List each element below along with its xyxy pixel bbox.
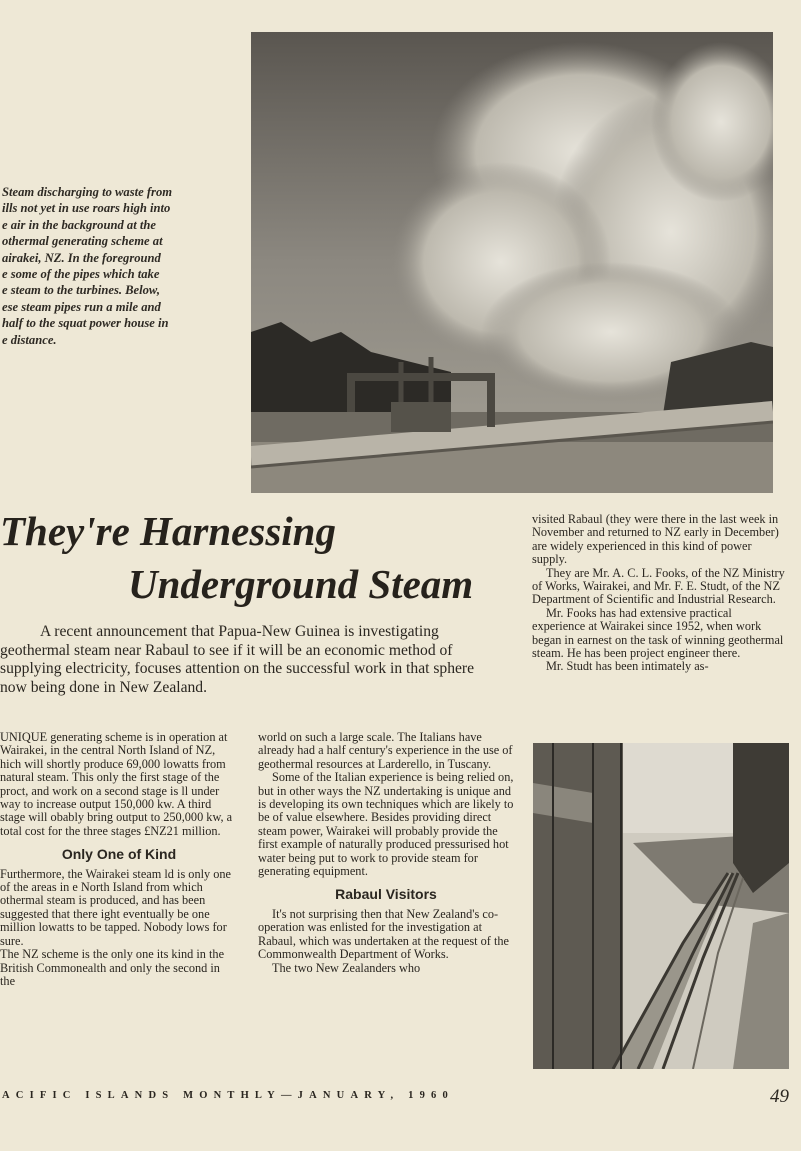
- standfirst-text: A recent announcement that Papua-New Guinea is investigating geothermal steam near Rabaul to see if it will be an economic method of supplying electricity, focuses attention on the successful work in that sphere now being done in New Zealand.: [0, 623, 475, 696]
- steam-pipelines-photo: [533, 743, 789, 1069]
- article-column-3: [532, 513, 788, 674]
- paragraph: Furthermore, the Wairakei steam ld is only one of the areas in e North Island from which othermal steam is produced, and has been suggested that there ight eventually be one million lowatts to be tapped. Nobody lows for sure.: [0, 866, 231, 948]
- paragraph: world on such a large scale. The Italians have already had a half century's experience in the use of geothermal resources at Larderello, in Tuscany.: [258, 730, 513, 771]
- article-column-1: [0, 731, 238, 988]
- page-number: 49: [770, 1086, 789, 1107]
- geothermal-steam-photo: [251, 32, 773, 493]
- paragraph: The two New Zealanders who: [272, 960, 421, 975]
- standfirst: [0, 623, 492, 697]
- paragraph: The NZ scheme is the only one its kind in the British Commonealth and only the second in the: [0, 947, 225, 988]
- article-column-2: [258, 731, 514, 975]
- subheading: Only One of Kind: [61, 846, 177, 863]
- subheading: Rabaul Visitors: [335, 886, 437, 903]
- headline-line-1: They're Harnessing: [0, 508, 336, 554]
- paragraph: It's not surprising then that New Zealand's co-operation was enlisted for the investigation at Rabaul, which was undertaken at the request of the Commonwealth Department of Works.: [258, 906, 509, 962]
- paragraph: visited Rabaul (they were there in the last week in November and returned to NZ early in December) are widely experienced in this kind of power supply.: [532, 512, 779, 567]
- paragraph: Mr. Studt has been intimately as-: [546, 659, 709, 674]
- photo-caption: Steam discharging to waste from ills not yet in use roars high into e air in the background at the othermal generating scheme at airakei, NZ. In the foreground e some of the pipes which take e steam to the turbines. Below, ese steam pipes run a mile and half to the squat power house in e distance.: [2, 185, 173, 347]
- paragraph: Mr. Fooks has had extensive practical experience at Wairakei since 1952, when work began in earnest on the task of winning geothermal steam. He has been project engineer there.: [532, 605, 784, 661]
- paragraph: Some of the Italian experience is being relied on, but in other ways the NZ undertaking is unique and is developing its own techniques which are likely to be of value elsewhere. Besides providing direct steam power, Wairakei will probably provide the first example of naturally produced pressurised hot water being put to work to provide steam for generating equipment.: [258, 770, 514, 879]
- page-footer: ACIFIC ISLANDS MONTHLY—JANUARY, 1960: [2, 1090, 454, 1101]
- paragraph: UNIQUE generating scheme is in operation at Wairakei, in the central North Island of NZ, hich will shortly produce 69,000 lowatts from natural steam. This only the first stage of the proct, and work on a second stage is ll under way to increase output 150,000 kw. A third stage will obably bring output to 250,000 kw, a total cost for the three stages £NZ21 million.: [0, 730, 233, 838]
- paragraph: They are Mr. A. C. L. Fooks, of the NZ Ministry of Works, Wairakei, and Mr. F. E. Studt, of the NZ Department of Scientific and Industrial Research.: [532, 565, 785, 607]
- headline-line-2: Underground Steam: [128, 561, 474, 607]
